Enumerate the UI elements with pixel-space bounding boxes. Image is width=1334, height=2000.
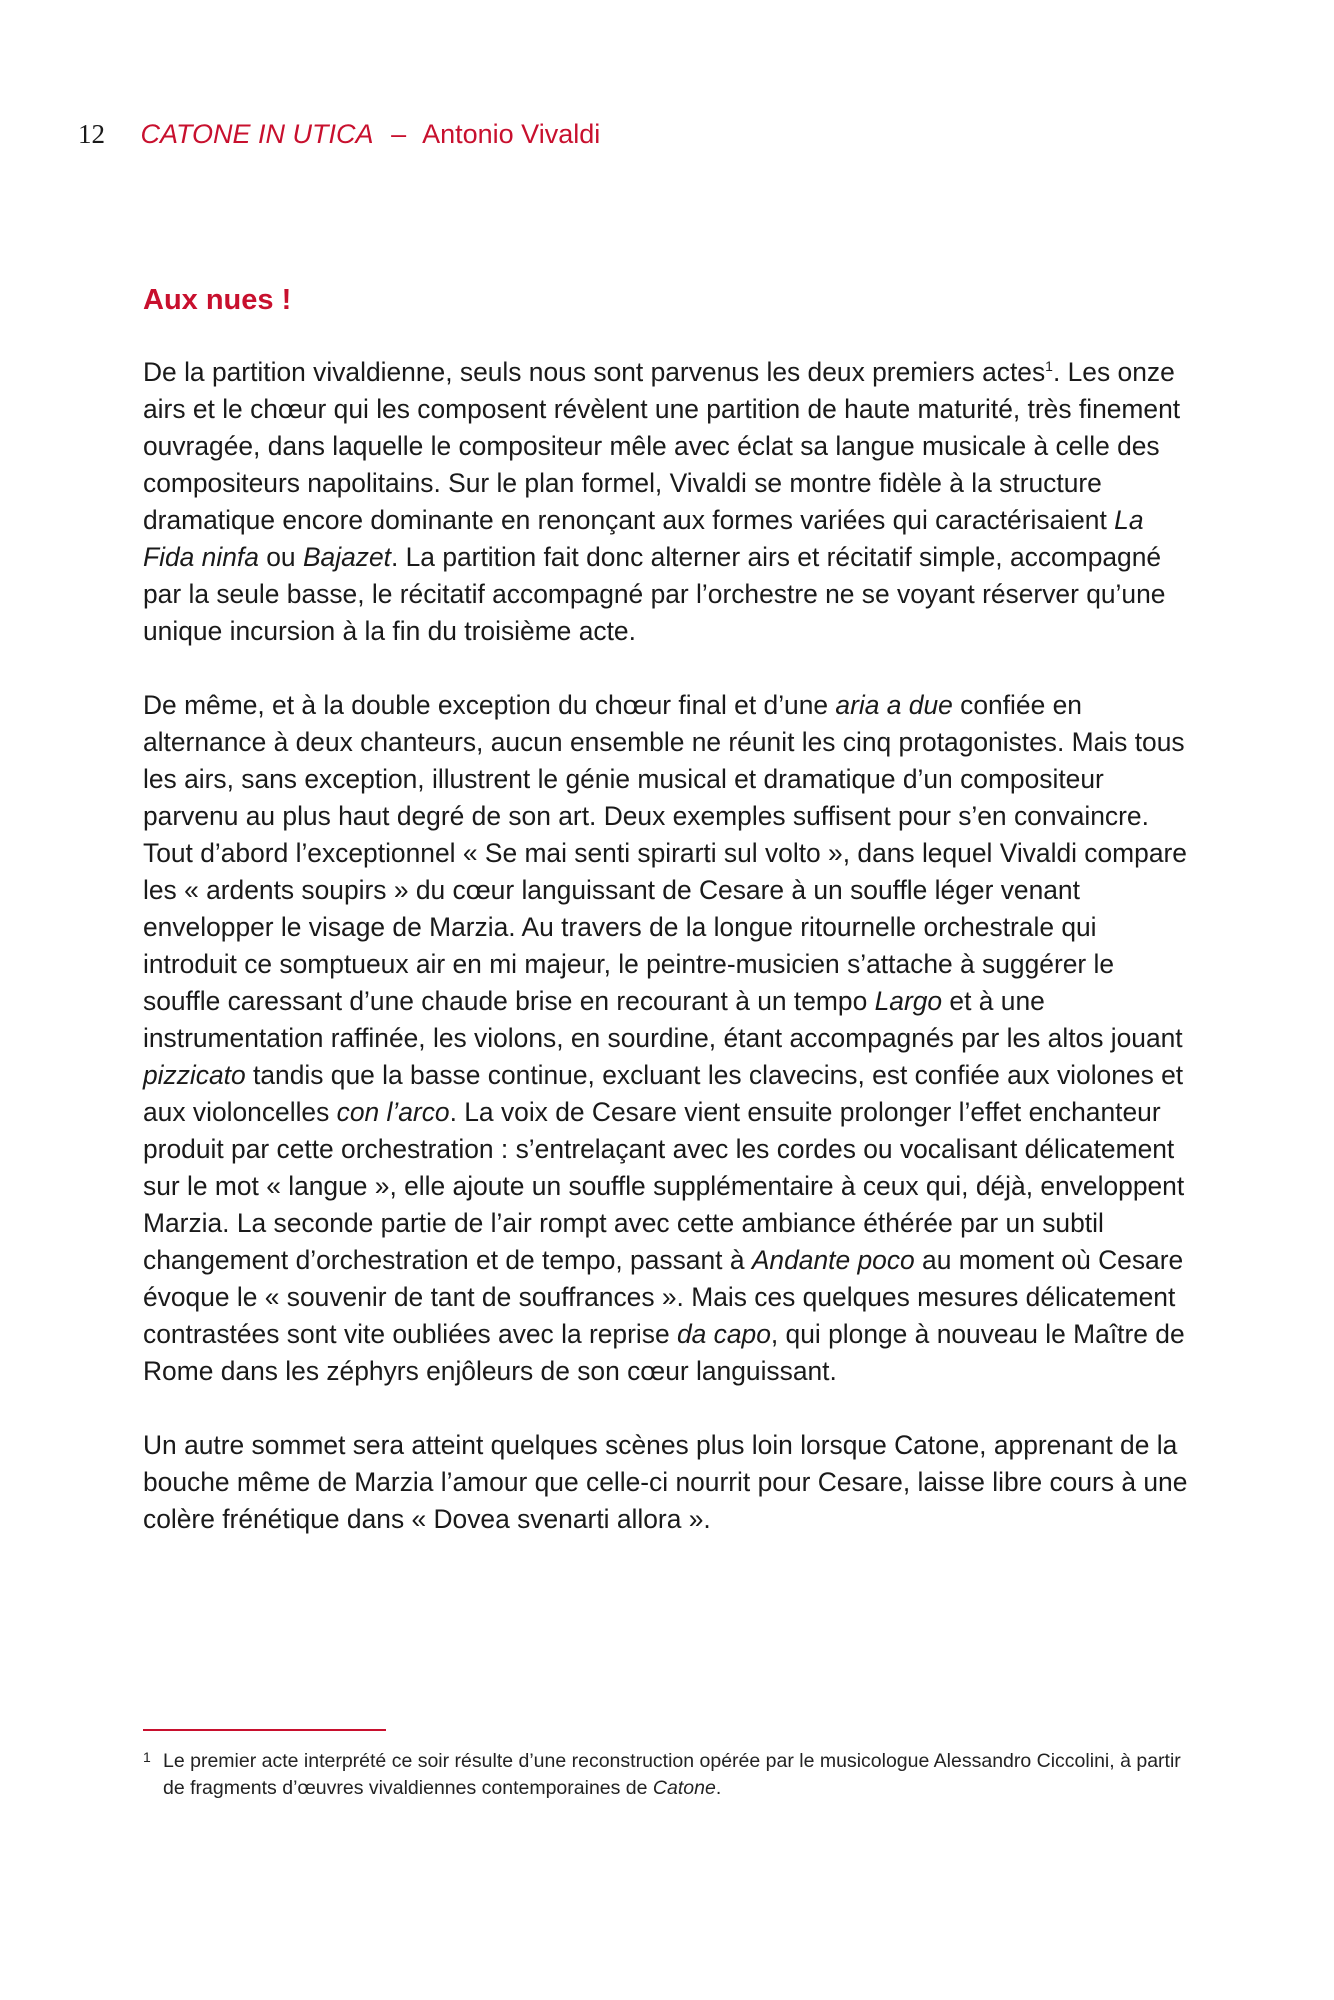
running-separator: – <box>391 119 407 149</box>
text-run: . <box>715 1777 722 1799</box>
text-run: Le premier acte interprété ce soir résulte d’une reconstruction opérée par le musicologue Alessandro Ciccolini, à partir de fragments d’œuvres vivaldiennes contemporaines de <box>163 1750 1181 1799</box>
running-author: Antonio Vivaldi <box>422 119 601 149</box>
text-run: . Les onze airs et le chœur qui les composent révèlent une partition de haute maturité, très finement ouvragée, dans laquelle le compositeur mêle avec éclat sa langue musicale à celle des compositeurs napolitains. Sur le plan formel, Vivaldi se montre fidèle à la structure dramatique encore dominante en renonçant aux formes variées qui caractérisaient <box>143 357 1181 535</box>
text-run: ou <box>258 542 303 572</box>
italic-text: con l’arco <box>336 1097 450 1127</box>
text-run: confiée en alternance à deux chanteurs, aucun ensemble ne réunit les cinq protagonistes. Mais tous les airs, sans exception, illustrent le génie musical et dramatique d’un compositeur parvenu au plus haut degré de son art. Deux exemples suffisent pour s’en convaincre. Tout d’abord l’exceptionnel « Se mai senti spirarti sul volto », dans lequel Vivaldi compare les « ardents soupirs » du cœur languissant de Cesare à un souffle léger venant envelopper le visage de Marzia. Au travers de la longue ritournelle orchestrale qui introduit ce somptueux air en mi majeur, le peintre-musicien s’attache à suggérer le souffle caressant d’une chaude brise en recourant à un tempo <box>143 690 1187 1016</box>
footnote <box>143 1748 1193 1802</box>
text-run: . La voix de Cesare vient ensuite prolonger l’effet enchanteur produit par cette orchestration : s’entrelaçant avec les cordes ou vocalisant délicatement sur le mot « langue », elle ajoute un souffle supplémentaire à ceux qui, déjà, enveloppent Marzia. La seconde partie de l’air rompt avec cette ambiance éthérée par un subtil changement d’orchestration et de tempo, passant à <box>143 1097 1185 1275</box>
main-content <box>143 280 1193 1575</box>
italic-text: pizzicato <box>143 1060 246 1090</box>
text-run: et à une instrumentation raffinée, les violons, en sourdine, étant accompagnés par les altos jouant <box>143 986 1183 1053</box>
text-run: . La partition fait donc alterner airs et récitatif simple, accompagné par la seule basse, le récitatif accompagné par l’orchestre ne se voyant réserver qu’une unique incursion à la fin du troisième acte. <box>143 542 1166 646</box>
italic-text: Catone <box>652 1777 716 1799</box>
italic-text: Bajazet <box>302 542 391 572</box>
page-number: 12 <box>78 119 105 149</box>
section-heading: Aux nues ! <box>143 284 292 316</box>
text-run: au moment où Cesare évoque le « souvenir de tant de souffrances ». Mais ces quelques mesures délicatement contrastées sont vite oubliées avec la reprise <box>143 1245 1184 1349</box>
running-title: CATONE IN UTICA <box>140 119 374 149</box>
footnote-number: 1 <box>143 1749 151 1765</box>
italic-text: La Fida ninfa <box>143 505 1144 572</box>
footnote-text <box>143 1748 1193 1802</box>
body-text <box>143 354 1193 1538</box>
text-run: De la partition vivaldienne, seuls nous sont parvenus les deux premiers actes <box>143 357 1046 387</box>
footnote-reference: 1 <box>1045 358 1053 375</box>
paragraph <box>143 1427 1193 1538</box>
text-run: De même, et à la double exception du chœur final et d’une <box>143 690 836 720</box>
paragraph <box>143 687 1193 1390</box>
text-run: Un autre sommet sera atteint quelques scènes plus loin lorsque Catone, apprenant de la bouche même de Marzia l’amour que celle-ci nourrit pour Cesare, laisse libre cours à une colère frénétique dans « Dovea svenarti allora ». <box>143 1430 1188 1534</box>
italic-text: Andante poco <box>751 1245 915 1275</box>
page-header <box>78 116 600 152</box>
italic-text: Largo <box>874 986 943 1016</box>
italic-text: aria a due <box>835 690 953 720</box>
text-run: tandis que la basse continue, excluant les clavecins, est confiée aux violones et aux violoncelles <box>143 1060 1184 1127</box>
italic-text: da capo <box>676 1319 771 1349</box>
paragraph <box>143 354 1193 650</box>
footnote-divider <box>143 1729 386 1731</box>
text-run: , qui plonge à nouveau le Maître de Rome dans les zéphyrs enjôleurs de son cœur languissant. <box>143 1319 1185 1386</box>
